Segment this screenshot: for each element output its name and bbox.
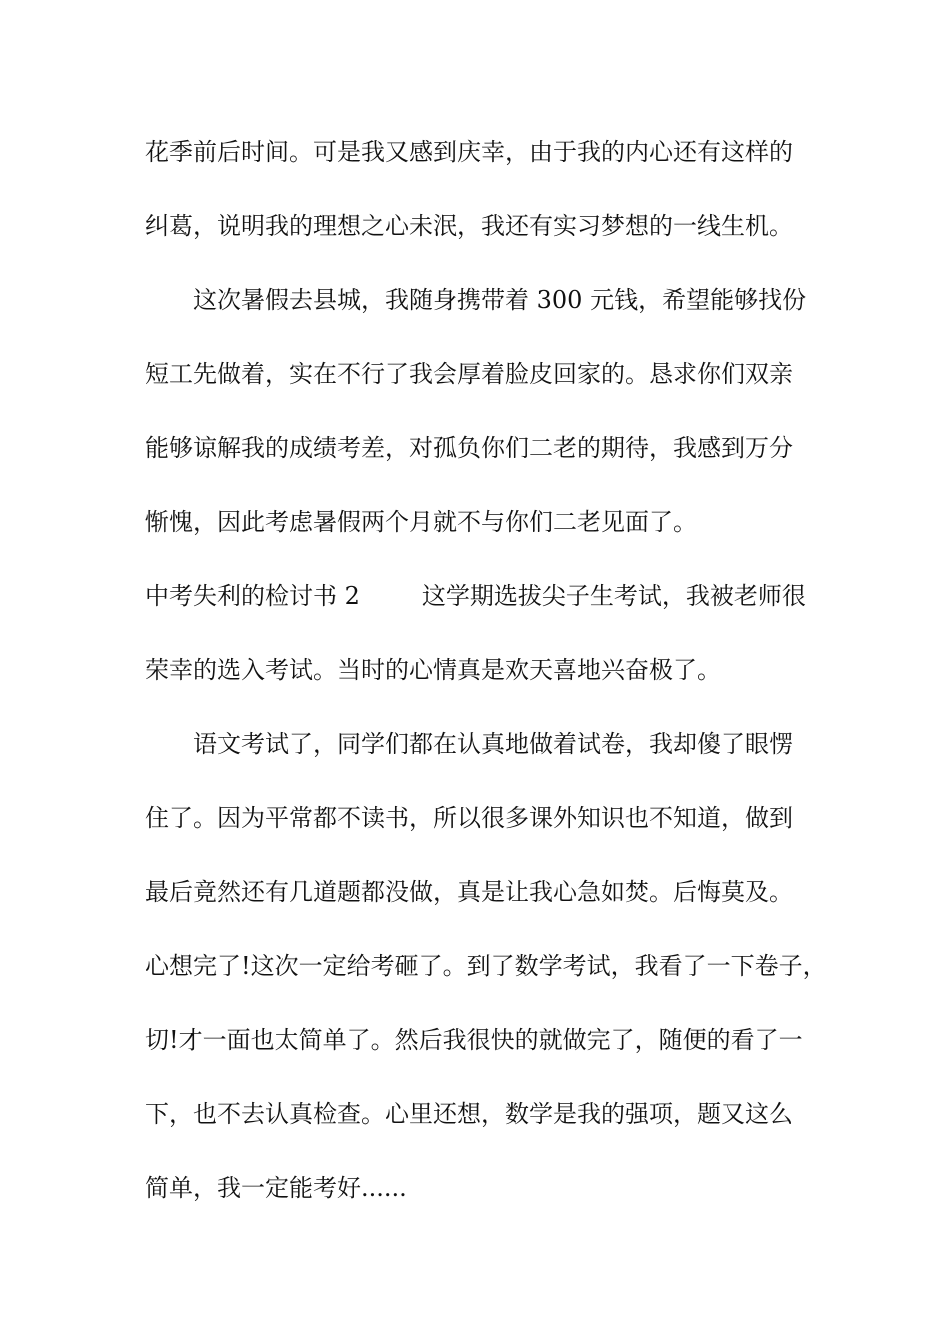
paragraph-line: 简单，我一定能考好...... — [145, 1174, 407, 1202]
paragraph-line: 下，也不去认真检查。心里还想，数学是我的强项，题又这么 — [145, 1100, 793, 1128]
paragraph-line: 切!才一面也太简单了。然后我很快的就做完了，随便的看了一 — [145, 1026, 803, 1054]
document-body — [145, 125, 835, 1235]
section-heading-line — [145, 569, 835, 643]
paragraph-line: 花季前后时间。可是我又感到庆幸，由于我的内心还有这样的 — [145, 138, 793, 166]
paragraph-line: 短工先做着，实在不行了我会厚着脸皮回家的。恳求你们双亲 — [145, 360, 793, 388]
paragraph-line: 纠葛，说明我的理想之心未泯，我还有实习梦想的一线生机。 — [145, 212, 793, 240]
section-title: 中考失利的检讨书 2 — [145, 582, 360, 610]
paragraph-line: 最后竟然还有几道题都没做，真是让我心急如焚。后悔莫及。 — [145, 878, 793, 906]
paragraph-line: 心想完了!这次一定给考砸了。到了数学考试，我看了一下卷子， — [145, 952, 827, 980]
paragraph-line: 能够谅解我的成绩考差，对孤负你们二老的期待，我感到万分 — [145, 434, 793, 462]
paragraph-line: 这次暑假去县城，我随身携带着 300 元钱，希望能够找份 — [193, 286, 807, 314]
paragraph-line: 住了。因为平常都不读书，所以很多课外知识也不知道，做到 — [145, 804, 793, 832]
section-first-line: 这学期选拔尖子生考试，我被老师很 — [421, 582, 806, 610]
paragraph-line: 语文考试了，同学们都在认真地做着试卷，我却傻了眼愣 — [193, 730, 793, 758]
paragraph-line: 荣幸的选入考试。当时的心情真是欢天喜地兴奋极了。 — [145, 656, 721, 684]
paragraph-line: 惭愧，因此考虑暑假两个月就不与你们二老见面了。 — [145, 508, 697, 536]
